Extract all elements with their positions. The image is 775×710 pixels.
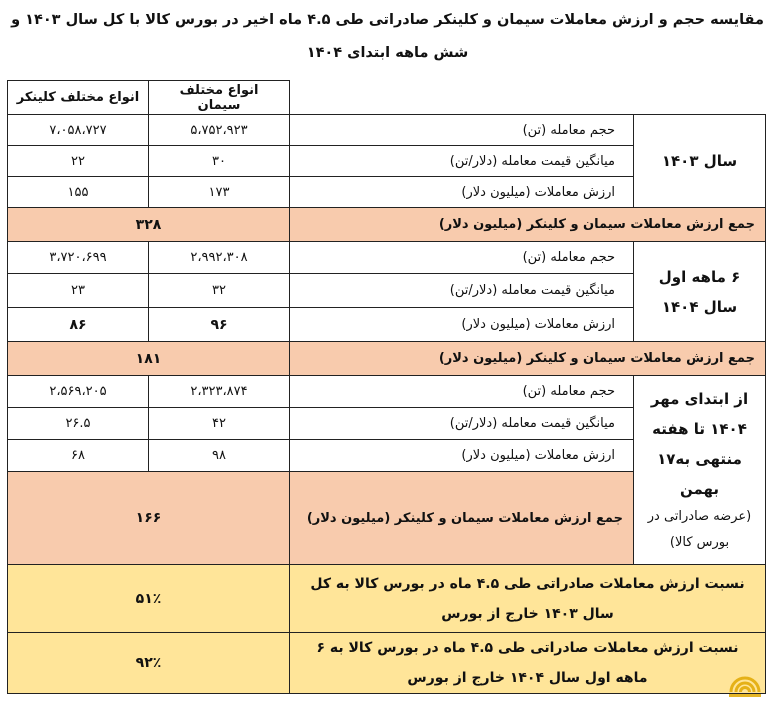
clinker-value: ۲۶.۵: [8, 408, 149, 440]
period-title: از ابتدای مهر ۱۴۰۴ تا هفته منتهی به۱۷ بهمن: [650, 390, 749, 498]
row-label: حجم معامله (تن): [290, 376, 634, 408]
cement-value: ۱۷۳: [149, 177, 290, 208]
cement-value: ۴۲: [149, 408, 290, 440]
clinker-value: ۳،۷۲۰،۶۹۹: [8, 242, 149, 274]
clinker-value: ۲۲: [8, 146, 149, 177]
clinker-value: ۶۸: [8, 440, 149, 472]
clinker-value: ۲۳: [8, 274, 149, 308]
total-value: ۱۸۱: [8, 342, 290, 376]
cement-value: ۳۰: [149, 146, 290, 177]
total-label: جمع ارزش معاملات سیمان و کلینکر (میلیون دلار): [290, 208, 766, 242]
total-value: ۳۲۸: [8, 208, 290, 242]
clinker-value: ۲،۵۶۹،۲۰۵: [8, 376, 149, 408]
ratio-label: نسبت ارزش معاملات صادراتی طی ۴.۵ ماه در بورس کالا به کل سال ۱۴۰۳ خارج از بورس: [290, 565, 766, 633]
total-row: [8, 342, 766, 376]
cement-value: ۹۸: [149, 440, 290, 472]
news-agency-logo-icon: [725, 662, 765, 702]
row-label: میانگین قیمت معامله (دلار/تن): [290, 274, 634, 308]
table-row: [8, 115, 766, 146]
cement-value: ۵،۷۵۲،۹۲۳: [149, 115, 290, 146]
period-label: [634, 242, 766, 342]
clinker-value: ۷،۰۵۸،۷۲۷: [8, 115, 149, 146]
header-cement: انواع مختلف سیمان: [149, 81, 290, 115]
total-row: [8, 208, 766, 242]
row-label: ارزش معاملات (میلیون دلار): [290, 308, 634, 342]
total-label: جمع ارزش معاملات سیمان و کلینکر (میلیون دلار): [290, 472, 634, 565]
row-label: میانگین قیمت معامله (دلار/تن): [290, 408, 634, 440]
period-label: [634, 115, 766, 208]
total-label: جمع ارزش معاملات سیمان و کلینکر (میلیون دلار): [290, 342, 766, 376]
period-title: ۶ ماهه اول سال ۱۴۰۴: [658, 267, 741, 316]
cement-value: ۳۲: [149, 274, 290, 308]
table-row: [8, 242, 766, 274]
ratio-row: [8, 565, 766, 633]
table-row: [8, 376, 766, 408]
row-label: ارزش معاملات (میلیون دلار): [290, 440, 634, 472]
cement-value: ۲،۳۲۳،۸۷۴: [149, 376, 290, 408]
row-label: حجم معامله (تن): [290, 242, 634, 274]
ratio-row: [8, 633, 766, 694]
clinker-value: ۸۶: [8, 308, 149, 342]
period-label: [634, 376, 766, 565]
period-title: سال ۱۴۰۳: [661, 152, 738, 170]
cement-value: ۲،۹۹۲،۳۰۸: [149, 242, 290, 274]
comparison-table: [7, 80, 766, 694]
header-clinker: انواع مختلف کلینکر: [8, 81, 149, 115]
page-title: مقایسه حجم و ارزش معاملات سیمان و کلینکر صادراتی طی ۴.۵ ماه اخیر در بورس کالا با کل سال ۱۴۰۳ و شش ماهه ابتدای ۱۴۰۴: [11, 12, 764, 61]
ratio-value: ۹۲٪: [8, 633, 290, 694]
row-label: میانگین قیمت معامله (دلار/تن): [290, 146, 634, 177]
cement-value: ۹۶: [149, 308, 290, 342]
period-note: (عرضه صادراتی در بورس کالا): [647, 509, 752, 550]
header-row: [8, 81, 766, 115]
row-label: ارزش معاملات (میلیون دلار): [290, 177, 634, 208]
clinker-value: ۱۵۵: [8, 177, 149, 208]
ratio-value: ۵۱٪: [8, 565, 290, 633]
row-label: حجم معامله (تن): [290, 115, 634, 146]
total-value: ۱۶۶: [8, 472, 290, 565]
ratio-label: نسبت ارزش معاملات صادراتی طی ۴.۵ ماه در بورس کالا به ۶ ماهه اول سال ۱۴۰۴ خارج از بورس: [290, 633, 766, 694]
